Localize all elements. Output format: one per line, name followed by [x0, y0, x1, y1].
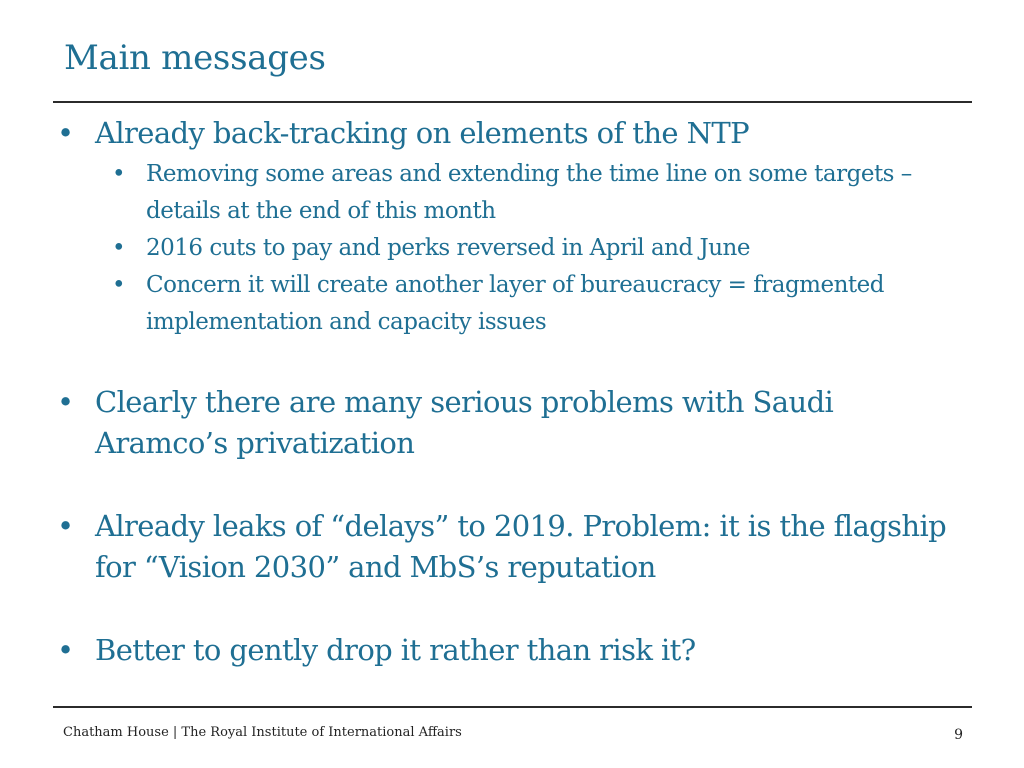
bullet-4-text: Better to gently drop it rather than risk it?	[95, 633, 696, 667]
subbullet-1-3	[112, 267, 972, 341]
subbullet-1-2-marker: •	[112, 235, 126, 261]
bullet-1	[57, 113, 972, 154]
footer-organization: Chatham House | The Royal Institute of International Affairs	[63, 725, 462, 740]
subbullet-1-3-text: Concern it will create another layer of bureaucracy = fragmented implementation and capacity issues	[146, 272, 884, 335]
subbullet-1-1	[112, 156, 972, 230]
bullet-1-marker: •	[57, 116, 74, 150]
bullet-3	[57, 506, 972, 588]
bullet-4-marker: •	[57, 633, 74, 667]
page-number: 9	[954, 727, 963, 743]
subbullet-1-1-text: Removing some areas and extending the time line on some targets – details at the end of this month	[146, 161, 912, 224]
bullet-2-marker: •	[57, 385, 74, 419]
slide-title: Main messages	[64, 38, 326, 78]
subbullet-1-2-text: 2016 cuts to pay and perks reversed in April and June	[146, 235, 750, 261]
bullet-3-marker: •	[57, 509, 74, 543]
subbullet-1-1-marker: •	[112, 161, 126, 187]
bullet-2	[57, 382, 972, 464]
bullet-2-text: Clearly there are many serious problems with Saudi Aramco’s privatization	[95, 385, 834, 460]
footer-divider	[53, 706, 972, 708]
subbullet-1-3-marker: •	[112, 272, 126, 298]
bullet-3-text: Already leaks of “delays” to 2019. Problem: it is the flagship for “Vision 2030” and MbS’s reputation	[95, 509, 947, 584]
bullet-1-text: Already back-tracking on elements of the NTP	[95, 116, 750, 150]
subbullet-1-2	[112, 230, 972, 267]
bullet-4	[57, 630, 972, 671]
